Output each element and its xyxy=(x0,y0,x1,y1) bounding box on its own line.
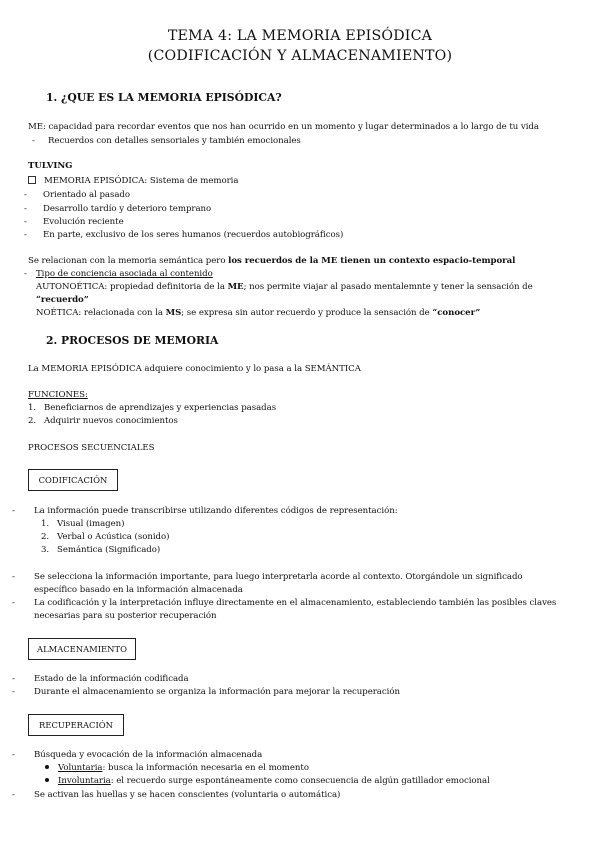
page-title-line1: TEMA 4: LA MEMORIA EPISÓDICA xyxy=(167,28,433,44)
tulving-item: En parte, exclusivo de los seres humanos (recuerdos autobiográficos) xyxy=(43,230,344,240)
almacenamiento-box: ALMACENAMIENTO xyxy=(28,638,136,660)
conciencia-label: Tipo de conciencia asociada al contenido xyxy=(36,269,213,279)
involuntaria-text: : el recuerdo surge espontáneamente como consecuencia de algún gatillador emocional xyxy=(110,776,490,786)
bullet-dash: - xyxy=(12,687,15,697)
tulving-item: Orientado al pasado xyxy=(43,190,130,200)
almacenamiento-item: Durante el almacenamiento se organiza la información para mejorar la recuperación xyxy=(34,687,400,697)
section2-intro: La MEMORIA EPISÓDICA adquiere conocimiento y lo pasa a la SEMÁNTICA xyxy=(28,364,361,374)
page-title-line2: (CODIFICACIÓN Y ALMACENAMIENTO) xyxy=(147,48,453,64)
code-item: Verbal o Acústica (sonido) xyxy=(57,532,170,542)
almacenamiento-item: Estado de la información codificada xyxy=(34,674,189,684)
autonoetica-me: ME xyxy=(227,282,244,292)
bullet-dash: - xyxy=(12,572,15,582)
me-definition xyxy=(28,122,539,132)
recuperacion-item: Búsqueda y evocación de la información almacenada xyxy=(34,750,263,760)
codificacion-item: La codificación y la interpretación influye directamente en el almacenamiento, estableciendo también las posibles claves xyxy=(34,598,557,608)
bullet-dash: - xyxy=(12,598,15,608)
bullet-dash: - xyxy=(12,674,15,684)
involuntaria-item xyxy=(58,776,490,786)
bullet-dash: - xyxy=(12,506,15,516)
me-sub-item: Recuerdos con detalles sensoriales y también emocionales xyxy=(48,136,301,146)
recuperacion-box: RECUPERACIÓN xyxy=(28,714,124,736)
me-text: : capacidad para recordar eventos que nos han ocurrido en un momento y lugar determinados a lo largo de tu vida xyxy=(42,122,539,132)
voluntaria-item xyxy=(58,763,309,773)
section1-heading: 1. ¿QUE ES LA MEMORIA EPISÓDICA? xyxy=(46,91,282,104)
recuperacion-item: Se activan las huellas y se hacen conscientes (voluntaria o automática) xyxy=(34,790,341,800)
autonoetica-line xyxy=(36,282,533,292)
relation-line xyxy=(28,256,515,266)
code-number: 1. xyxy=(41,519,50,529)
code-item: Semántica (Significado) xyxy=(57,545,161,555)
codificacion-item-cont: específico basado en la información almacenada xyxy=(34,585,243,595)
funcion-item: Adquirir nuevos conocimientos xyxy=(44,416,178,426)
bullet-dash: - xyxy=(32,136,35,146)
codificacion-box: CODIFICACIÓN xyxy=(28,469,118,491)
tulving-check-row xyxy=(28,176,238,186)
funcion-number: 1. xyxy=(28,403,37,413)
checkbox-icon xyxy=(28,176,36,184)
funciones-label: FUNCIONES: xyxy=(28,390,88,400)
relation-plain: Se relacionan con la memoria semántica pero xyxy=(28,256,229,266)
bullet-dot-icon xyxy=(45,776,49,786)
codificacion-item-cont: necesarias para su posterior recuperación xyxy=(34,611,217,621)
bullet-dot-icon xyxy=(45,765,49,769)
funcion-item: Beneficiarnos de aprendizajes y experiencias pasadas xyxy=(44,403,277,413)
me-label: ME xyxy=(28,122,43,132)
noetica-a: NOÉTICA: relacionada con la xyxy=(36,308,166,318)
codificacion-item: Se selecciona la información importante, para luego interpretarla acorde al contexto. Otorgándole un significado xyxy=(34,572,523,582)
involuntaria-label: Involuntaria xyxy=(58,776,111,786)
bullet-dash: - xyxy=(24,269,27,279)
tulving-item: Desarrollo tardío y deterioro temprano xyxy=(43,204,212,214)
noetica-conocer: “conocer” xyxy=(432,308,481,318)
bullet-dash: - xyxy=(24,230,27,240)
procesos-label: PROCESOS SECUENCIALES xyxy=(28,443,155,453)
code-number: 2. xyxy=(41,532,50,542)
autonoetica-a: AUTONOÉTICA: propiedad definitoria de la xyxy=(36,282,228,292)
autonoetica-recuerdo: “recuerdo” xyxy=(36,295,89,305)
bullet-dash: - xyxy=(24,204,27,214)
section2-heading: 2. PROCESOS DE MEMORIA xyxy=(46,334,219,347)
noetica-line xyxy=(36,308,480,318)
tulving-label: TULVING xyxy=(28,161,73,171)
codificacion-item: La información puede transcribirse utilizando diferentes códigos de representación: xyxy=(34,506,398,516)
relation-bold: los recuerdos de la ME tienen un contexto espacio-temporal xyxy=(228,256,516,266)
noetica-ms: MS xyxy=(165,308,182,318)
voluntaria-text: : busca la información necesaria en el momento xyxy=(102,763,309,773)
tulving-item: Evolución reciente xyxy=(43,217,124,227)
tulving-check-item: MEMORIA EPISÓDICA: Sistema de memoria xyxy=(44,176,239,186)
noetica-b: ; se expresa sin autor recuerdo y produce la sensación de xyxy=(181,308,433,318)
bullet-dash: - xyxy=(24,217,27,227)
voluntaria-label: Voluntaria xyxy=(58,763,103,773)
code-number: 3. xyxy=(41,545,50,555)
bullet-dash: - xyxy=(24,190,27,200)
bullet-dot-icon xyxy=(45,778,49,782)
bullet-dash: - xyxy=(12,790,15,800)
funcion-number: 2. xyxy=(28,416,37,426)
autonoetica-b: ; nos permite viajar al pasado mentalemnte y tener la sensación de xyxy=(243,282,533,292)
bullet-dot-icon xyxy=(45,763,49,773)
code-item: Visual (imagen) xyxy=(57,519,125,529)
bullet-dash: - xyxy=(12,750,15,760)
